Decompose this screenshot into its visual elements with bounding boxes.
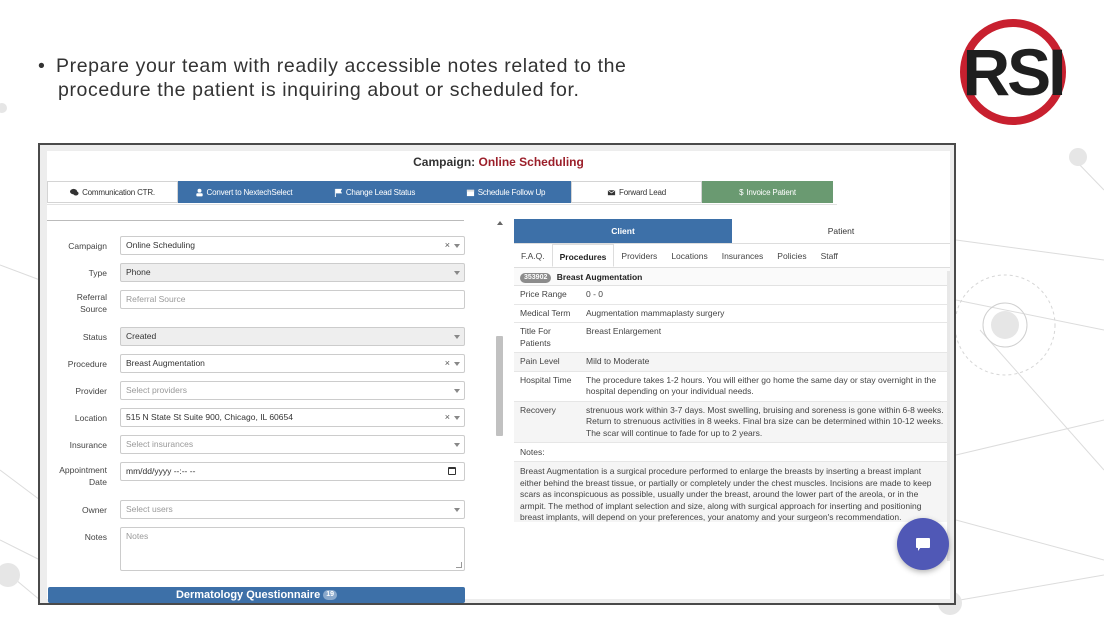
chevron-down-icon (454, 335, 460, 339)
detail-key: Hospital Time (514, 371, 580, 401)
bullet-line-1: Prepare your team with readily accessible notes related to the (56, 55, 627, 77)
location-select[interactable] (120, 408, 465, 427)
forward-lead-label: Forward Lead (619, 187, 666, 197)
detail-value: Mild to Moderate (580, 353, 950, 372)
procedure-heading (514, 268, 950, 286)
panel-scrollbar[interactable] (947, 271, 950, 561)
detail-value: strenuous work within 3-7 days. Most swelling, bruising and soreness is gone within 6-8 weeks. Return to strenuous activities in 8 weeks. Final bra size can be determined within 10-12 weeks. The scar will continue to fade for up to 2 years. (580, 401, 950, 443)
tab-client[interactable]: Client (514, 219, 732, 244)
communication-ctr-button[interactable] (47, 181, 178, 203)
questionnaire-label: Dermatology Questionnaire (175, 589, 321, 601)
info-panel (514, 219, 950, 599)
provider-field-label: Provider (75, 386, 107, 396)
detail-row (514, 371, 950, 401)
action-bar (47, 181, 837, 205)
resize-grip-icon[interactable] (456, 562, 462, 568)
procedure-select[interactable] (120, 354, 465, 373)
procedure-field-label: Procedure (67, 359, 107, 369)
detail-value: Augmentation mammaplasty surgery (580, 304, 950, 323)
type-select-value: Phone (126, 267, 151, 277)
logo-text: RSI (962, 35, 1064, 109)
detail-key: Medical Term (514, 304, 580, 323)
owner-field-label: Owner (81, 505, 107, 515)
envelope-icon (607, 188, 616, 197)
chevron-down-icon (454, 362, 460, 366)
procedure-select-value: Breast Augmentation (126, 358, 205, 368)
chevron-down-icon (454, 271, 460, 275)
rsi-logo (938, 16, 1088, 128)
form-divider (47, 220, 464, 221)
type-field-label: Type (88, 268, 107, 278)
detail-key: Recovery (514, 401, 580, 443)
status-select-value: Created (126, 331, 157, 341)
flag-icon (334, 188, 343, 197)
bullet-line-2: procedure the patient is inquiring about or scheduled for. (58, 79, 580, 101)
location-field-label: Location (74, 413, 107, 423)
subtab-locations[interactable]: Locations (671, 251, 708, 261)
chevron-down-icon (454, 389, 460, 393)
type-select[interactable] (120, 263, 465, 282)
dollar-icon: $ (739, 187, 744, 197)
calendar-icon (466, 188, 475, 197)
slide-bullet (38, 54, 738, 102)
campaign-title (47, 155, 950, 169)
procedure-clear-icon[interactable]: × (444, 358, 450, 368)
detail-value: 0 - 0 (580, 286, 950, 304)
subtab-insurances[interactable]: Insurances (721, 251, 764, 261)
detail-key: Pain Level (514, 353, 580, 372)
chevron-down-icon (454, 508, 460, 512)
status-field-label: Status (82, 332, 107, 342)
referral-field-label: Referral Source (76, 292, 107, 314)
referral-source-placeholder: Referral Source (126, 294, 186, 304)
detail-row (514, 353, 950, 372)
chat-icon-tail (918, 547, 921, 551)
owner-select[interactable] (120, 500, 465, 519)
insurance-select[interactable] (120, 435, 465, 454)
dermatology-questionnaire-button[interactable] (48, 587, 465, 603)
notes-field-label: Notes (84, 532, 107, 542)
form-scrollbar[interactable] (495, 218, 505, 596)
procedure-id-badge: 353902 (520, 273, 551, 283)
location-clear-icon[interactable]: × (444, 412, 450, 422)
bullet-dot: • (38, 55, 46, 77)
chat-launcher-button[interactable] (897, 518, 949, 570)
procedure-notes-text: Breast Augmentation is a surgical procedure performed to enlarge the breasts by inserting a breast implant either behind the breast tissue, or partially or completely under the chest muscles. Incisions are made to keep scars as inconspicuous as possible, usually under the breast, around the lower part of the areola, or in the armpit. The method of implant selection and size, along with surgical approach for inserting and positioning breast implants, will depend on your preferences, your anatomy and your surgeon's recommendation. (514, 462, 950, 522)
appointment-field-label: Appointment Date (59, 465, 107, 487)
campaign-name: Online Scheduling (478, 155, 584, 169)
chat-bubbles-icon (70, 188, 79, 197)
chevron-down-icon (454, 443, 460, 447)
notes-heading: Notes: (514, 443, 950, 462)
notes-textarea[interactable] (120, 527, 465, 571)
convert-label: Convert to NextechSelect (206, 187, 293, 197)
appointment-date-value: mm/dd/yyyy --:-- -- (126, 466, 196, 476)
location-select-value: 515 N State St Suite 900, Chicago, IL 60654 (126, 412, 293, 422)
detail-value: Breast Enlargement (580, 323, 950, 353)
campaign-select-value: Online Scheduling (126, 240, 195, 250)
provider-placeholder: Select providers (126, 385, 187, 395)
convert-to-nextechselect-button[interactable] (178, 181, 309, 203)
status-select[interactable] (120, 327, 465, 346)
detail-row (514, 323, 950, 353)
insurance-placeholder: Select insurances (126, 439, 194, 449)
subtab-staff[interactable]: Staff (820, 251, 838, 261)
lead-form (47, 214, 465, 599)
user-convert-icon (195, 188, 204, 197)
referral-source-input[interactable] (120, 290, 465, 309)
procedure-heading-name: Breast Augmentation (556, 272, 643, 282)
owner-placeholder: Select users (126, 504, 173, 514)
provider-select[interactable] (120, 381, 465, 400)
detail-value: The procedure takes 1-2 hours. You will either go home the same day or stay overnight in the hospital depending on your individual needs. (580, 371, 950, 401)
panel-tabs (514, 219, 950, 244)
invoice-patient-label: Invoice Patient (746, 187, 796, 197)
subtab-faq[interactable]: F.A.Q. (521, 251, 545, 261)
appointment-date-input[interactable] (120, 462, 465, 481)
panel-subtabs (514, 244, 950, 268)
campaign-select[interactable] (120, 236, 465, 255)
detail-row (514, 401, 950, 443)
detail-key: Title For Patients (514, 323, 580, 353)
campaign-label: Campaign: (413, 155, 476, 169)
app-screenshot (38, 143, 956, 605)
subtab-procedures[interactable]: Procedures (552, 244, 615, 267)
schedule-follow-up-button[interactable] (440, 181, 571, 203)
campaign-field-label: Campaign (68, 241, 107, 251)
detail-key: Price Range (514, 286, 580, 304)
subtab-providers[interactable]: Providers (621, 251, 658, 261)
detail-row (514, 304, 950, 323)
change-lead-status-button[interactable] (309, 181, 440, 203)
notes-placeholder: Notes (126, 531, 149, 541)
scroll-up-icon[interactable] (497, 221, 503, 225)
subtab-policies[interactable]: Policies (777, 251, 807, 261)
scrollbar-thumb[interactable] (496, 336, 503, 436)
tab-patient[interactable]: Patient (732, 219, 950, 244)
communication-ctr-label: Communication CTR. (82, 187, 155, 197)
change-lead-status-label: Change Lead Status (345, 187, 416, 197)
questionnaire-count-badge: 19 (323, 590, 337, 600)
procedure-details-table (514, 286, 950, 443)
invoice-patient-button[interactable] (702, 181, 833, 203)
calendar-icon[interactable] (448, 467, 456, 475)
forward-lead-button[interactable] (571, 181, 702, 203)
detail-row (514, 286, 950, 304)
chevron-down-icon (454, 416, 460, 420)
insurance-field-label: Insurance (69, 440, 107, 450)
schedule-follow-up-label: Schedule Follow Up (477, 187, 546, 197)
chevron-down-icon (454, 244, 460, 248)
campaign-clear-icon[interactable]: × (444, 240, 450, 250)
app-window (47, 151, 950, 599)
